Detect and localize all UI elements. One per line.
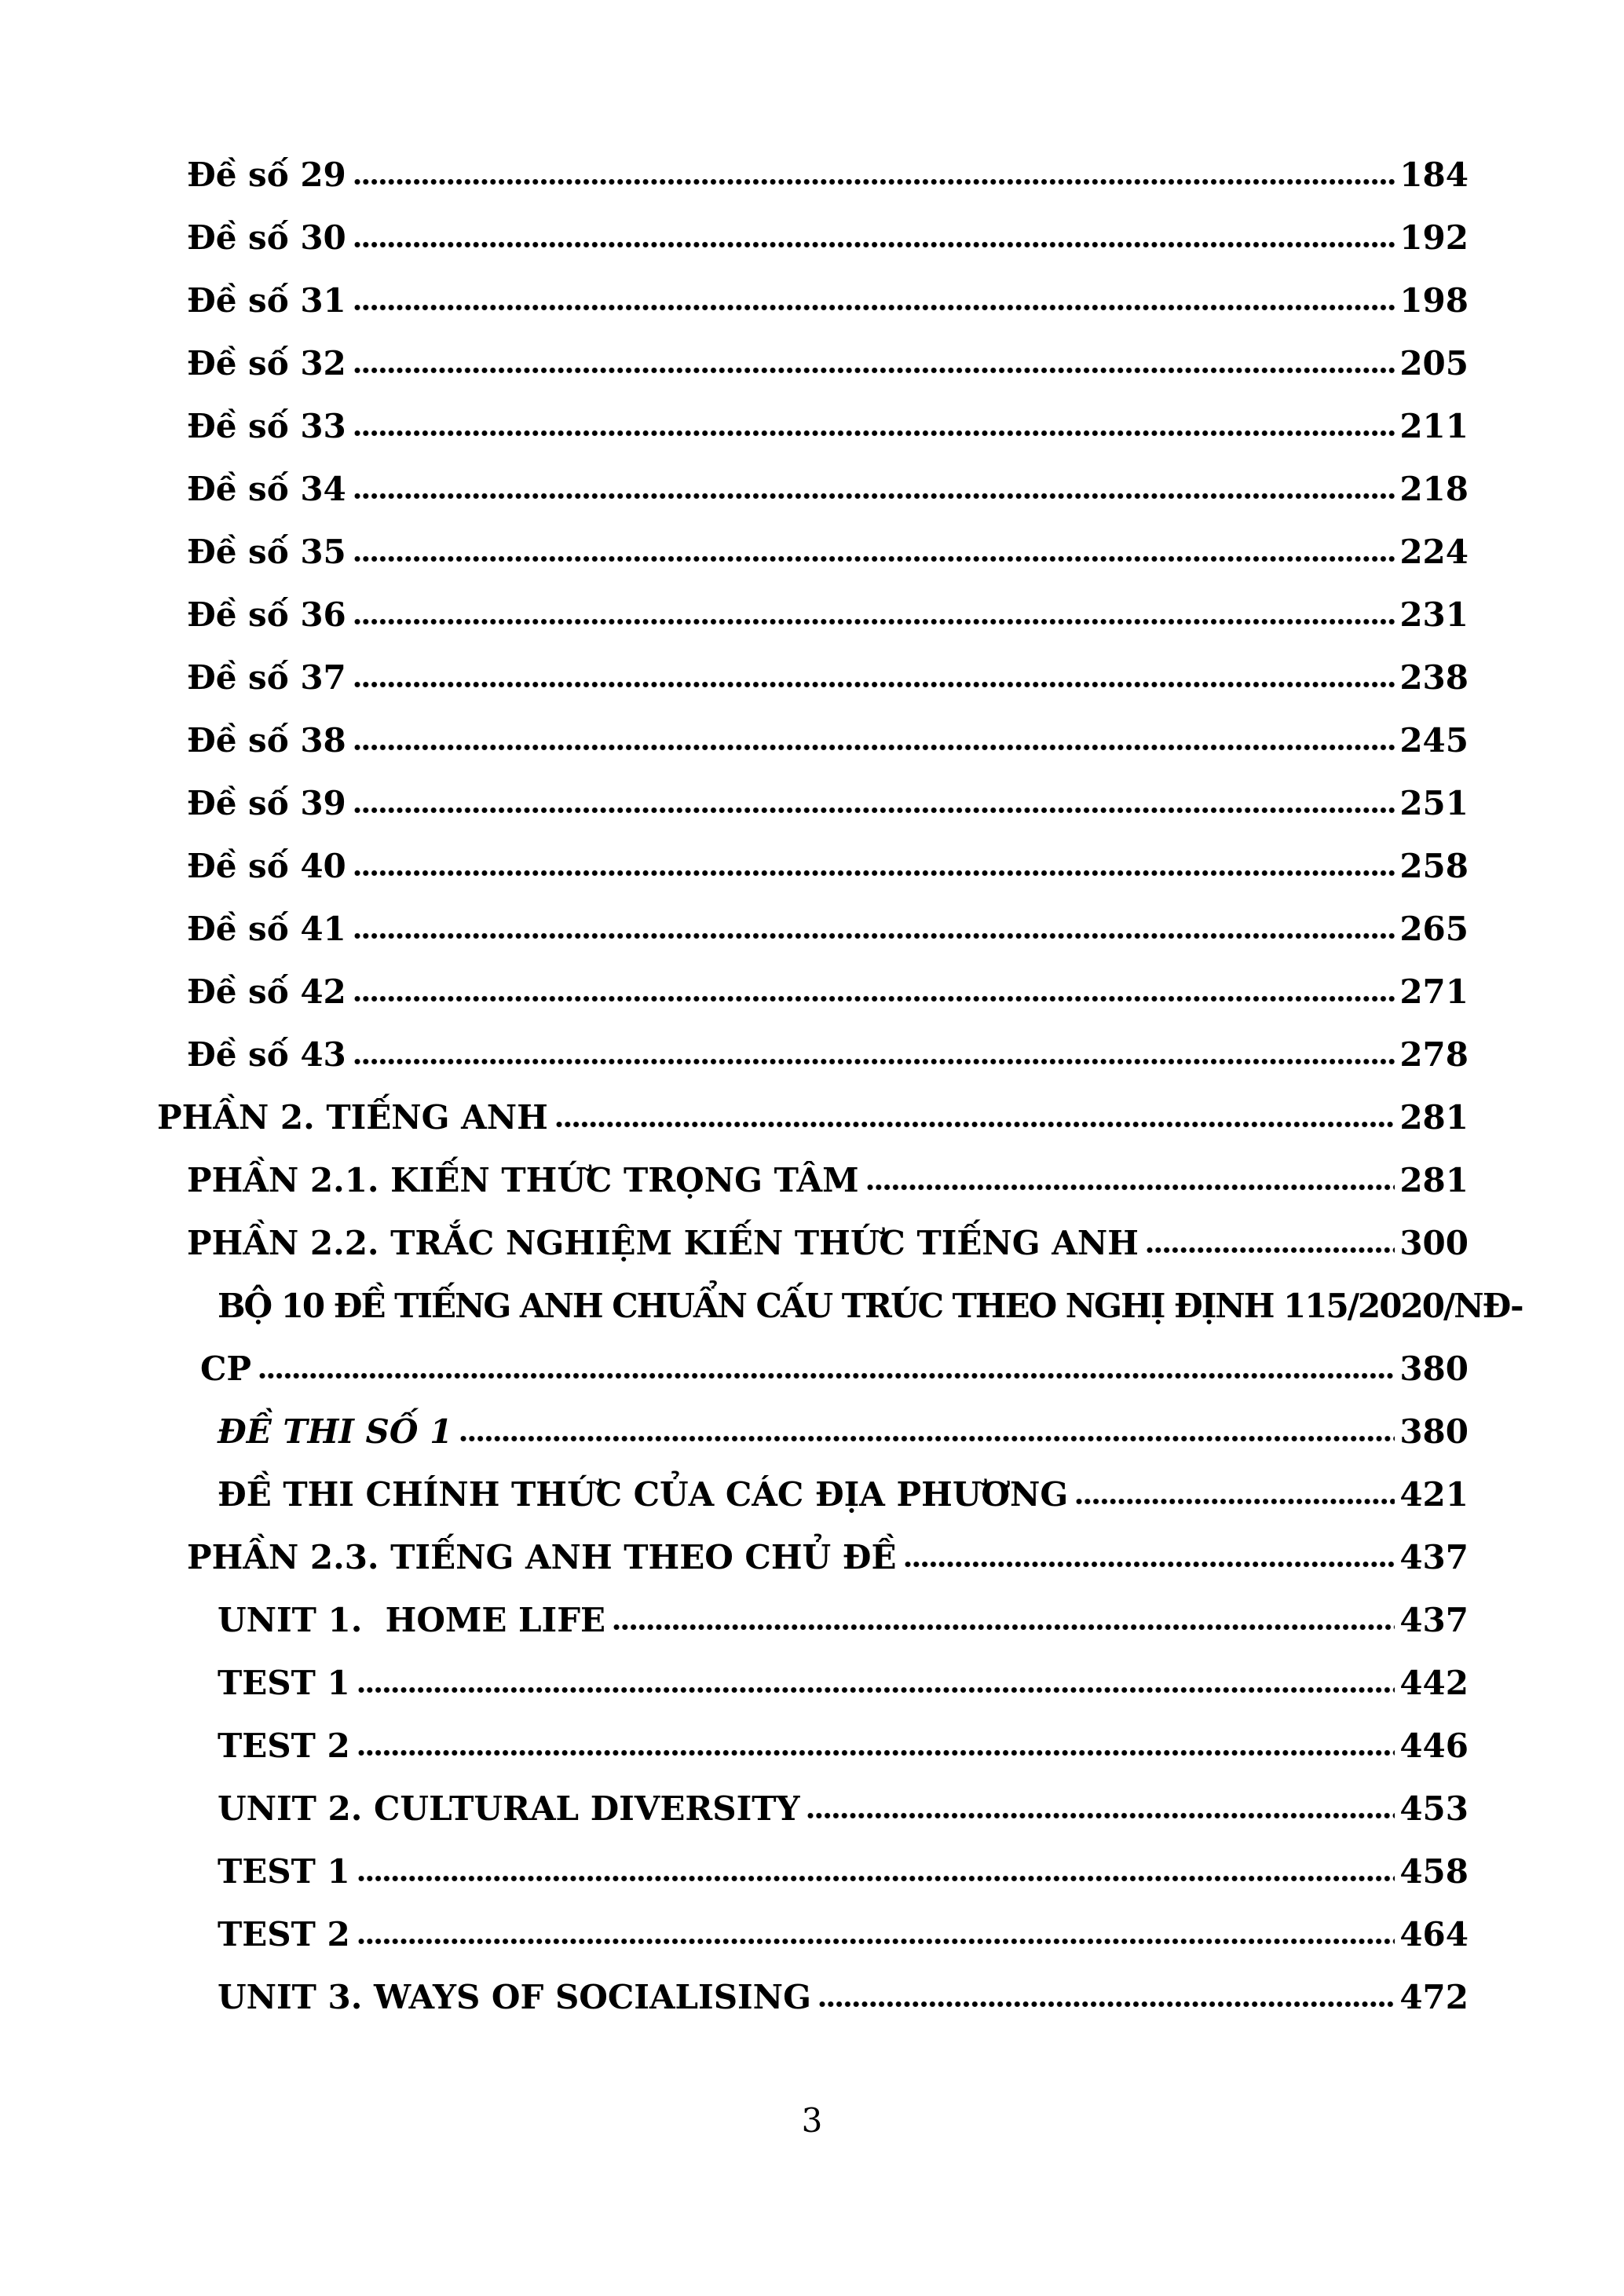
- toc-entry[interactable]: [187, 835, 1469, 898]
- dot-leader: [459, 1435, 1395, 1442]
- toc-entry-page: 281: [1399, 1161, 1469, 1199]
- dot-leader: [1075, 1498, 1395, 1505]
- toc-entry-label: TEST 1: [218, 1852, 350, 1891]
- toc-entry-page: 300: [1399, 1224, 1469, 1262]
- toc-entry[interactable]: [187, 144, 1469, 207]
- toc-entry[interactable]: [187, 1023, 1469, 1086]
- toc-entry-label: Đề số 39: [187, 784, 346, 822]
- toc-entry[interactable]: [187, 395, 1469, 458]
- toc-entry[interactable]: [187, 458, 1469, 521]
- toc-entry-page: 472: [1399, 1978, 1469, 2016]
- toc-entry-page: 453: [1399, 1789, 1469, 1828]
- dot-leader: [613, 1624, 1395, 1631]
- toc-entry-page: 380: [1399, 1412, 1469, 1451]
- dot-leader: [353, 430, 1395, 437]
- toc-entry-label: Đề số 42: [187, 972, 346, 1011]
- toc-entry-page: 245: [1399, 721, 1469, 760]
- toc-entry[interactable]: [218, 1401, 1469, 1463]
- dot-leader: [1146, 1247, 1395, 1254]
- toc-entry-label: Đề số 38: [187, 721, 346, 760]
- toc-entry[interactable]: [218, 1966, 1469, 2029]
- dot-leader: [353, 367, 1395, 374]
- toc-entry-page: 437: [1399, 1601, 1469, 1639]
- toc-entry[interactable]: [187, 709, 1469, 772]
- toc-entry-label: Đề số 37: [187, 658, 346, 697]
- toc-entry-label: Đề số 30: [187, 218, 346, 257]
- toc-entry[interactable]: [200, 1275, 1523, 1401]
- dot-leader: [904, 1561, 1395, 1568]
- toc-entry[interactable]: [218, 1840, 1469, 1903]
- dot-leader: [353, 1058, 1395, 1065]
- dot-leader: [807, 1812, 1395, 1819]
- dot-leader: [555, 1121, 1395, 1128]
- toc-entry-page: 251: [1399, 784, 1469, 822]
- toc-entry-page: 265: [1399, 910, 1469, 948]
- dot-leader: [353, 178, 1395, 185]
- toc-entry-page: 238: [1399, 658, 1469, 697]
- toc-entry-label: ĐỀ THI CHÍNH THỨC CỦA CÁC ĐỊA PHƯƠNG: [218, 1475, 1069, 1514]
- toc-entry-page: 231: [1399, 595, 1469, 634]
- toc-entry-label: TEST 2: [218, 1727, 350, 1765]
- toc-entry-page: 281: [1399, 1098, 1469, 1137]
- toc-entry-page: 192: [1399, 218, 1469, 257]
- toc-entry-label: PHẦN 2.3. TIẾNG ANH THEO CHỦ ĐỀ: [187, 1538, 897, 1576]
- toc-entry-label: PHẦN 2.1. KIẾN THỨC TRỌNG TÂM: [187, 1161, 859, 1199]
- toc-entry[interactable]: [187, 772, 1469, 835]
- dot-leader: [353, 744, 1395, 751]
- toc-entry-page: 446: [1399, 1727, 1469, 1765]
- toc-entry-page: 442: [1399, 1664, 1469, 1702]
- dot-leader: [357, 1938, 1395, 1945]
- toc-entry-page: 464: [1399, 1915, 1469, 1954]
- dot-leader: [353, 241, 1395, 248]
- dot-leader: [353, 618, 1395, 625]
- dot-leader: [357, 1875, 1395, 1882]
- toc-entry-page: 218: [1399, 470, 1469, 508]
- toc-entry[interactable]: [218, 1589, 1469, 1652]
- dot-leader: [353, 681, 1395, 688]
- dot-leader: [357, 1749, 1395, 1756]
- toc-entry-label: PHẦN 2. TIẾNG ANH: [157, 1098, 548, 1137]
- toc-entry-page: 224: [1399, 533, 1469, 571]
- toc-entry[interactable]: [187, 1526, 1469, 1589]
- toc-entry-page: 211: [1399, 407, 1469, 445]
- toc-entry-page: 184: [1399, 156, 1469, 194]
- dot-leader: [818, 2001, 1395, 2008]
- toc-entry-label: Đề số 34: [187, 470, 346, 508]
- toc-entry-label: Đề số 33: [187, 407, 346, 445]
- toc-entry-page: 458: [1399, 1852, 1469, 1891]
- toc-entry-page: 205: [1399, 344, 1469, 383]
- toc-entry-label: Đề số 36: [187, 595, 346, 634]
- dot-leader: [353, 304, 1395, 311]
- toc-entry[interactable]: [157, 1086, 1469, 1149]
- toc-entry-page: 437: [1399, 1538, 1469, 1576]
- toc-entry[interactable]: [218, 1652, 1469, 1715]
- toc-entry-label: TEST 1: [218, 1664, 350, 1702]
- toc-entry-label: Đề số 41: [187, 910, 346, 948]
- toc-entry-label-line2: CP: [200, 1349, 252, 1388]
- toc-entry[interactable]: [187, 584, 1469, 646]
- toc-entry[interactable]: [187, 898, 1469, 961]
- toc-entry-label: UNIT 2. CULTURAL DIVERSITY: [218, 1789, 800, 1828]
- toc-entry[interactable]: [187, 269, 1469, 332]
- dot-leader: [258, 1372, 1395, 1379]
- toc-entry[interactable]: [187, 521, 1469, 584]
- dot-leader: [353, 555, 1395, 562]
- toc-entry[interactable]: [218, 1715, 1469, 1778]
- toc-entry-page: 380: [1399, 1349, 1469, 1388]
- toc-entry-label: Đề số 40: [187, 847, 346, 885]
- dot-leader: [866, 1184, 1395, 1191]
- toc-entry[interactable]: [187, 332, 1469, 395]
- toc-entry-label: Đề số 43: [187, 1035, 346, 1074]
- toc-entry-label: TEST 2: [218, 1915, 350, 1954]
- toc-entry[interactable]: [187, 1212, 1469, 1275]
- toc-entry-label: Đề số 35: [187, 533, 346, 571]
- toc-entry[interactable]: [187, 207, 1469, 269]
- toc-entry-label-line1: BỘ 10 ĐỀ TIẾNG ANH CHUẨN CẤU TRÚC THEO NGHỊ ĐỊNH 115/2020/NĐ-: [218, 1287, 1523, 1325]
- toc-entry-label: PHẦN 2.2. TRẮC NGHIỆM KIẾN THỨC TIẾNG ANH: [187, 1224, 1139, 1262]
- toc-entry[interactable]: [218, 1463, 1469, 1526]
- dot-leader: [353, 493, 1395, 500]
- toc-entry-page: 421: [1399, 1475, 1469, 1514]
- toc-entry[interactable]: [218, 1778, 1469, 1840]
- toc-entry-label: Đề số 32: [187, 344, 346, 383]
- toc-entry[interactable]: [187, 646, 1469, 709]
- page-number: 3: [801, 2101, 823, 2140]
- toc-entry-page: 278: [1399, 1035, 1469, 1074]
- table-of-contents: [0, 144, 1624, 2029]
- toc-entry-label: ĐỀ THI SỐ 1: [218, 1412, 453, 1451]
- toc-entry-label: Đề số 29: [187, 156, 346, 194]
- dot-leader: [353, 807, 1395, 814]
- dot-leader: [353, 995, 1395, 1002]
- toc-entry-page: 198: [1399, 281, 1469, 320]
- toc-entry-label: UNIT 1. HOME LIFE: [218, 1601, 606, 1639]
- toc-entry[interactable]: [187, 1149, 1469, 1212]
- toc-entry-page: 258: [1399, 847, 1469, 885]
- dot-leader: [357, 1686, 1395, 1694]
- toc-entry[interactable]: [187, 961, 1469, 1023]
- dot-leader: [353, 870, 1395, 877]
- toc-entry-page: 271: [1399, 972, 1469, 1011]
- toc-entry-label: Đề số 31: [187, 281, 346, 320]
- toc-entry-label: UNIT 3. WAYS OF SOCIALISING: [218, 1978, 811, 2016]
- dot-leader: [353, 932, 1395, 939]
- toc-entry[interactable]: [218, 1903, 1469, 1966]
